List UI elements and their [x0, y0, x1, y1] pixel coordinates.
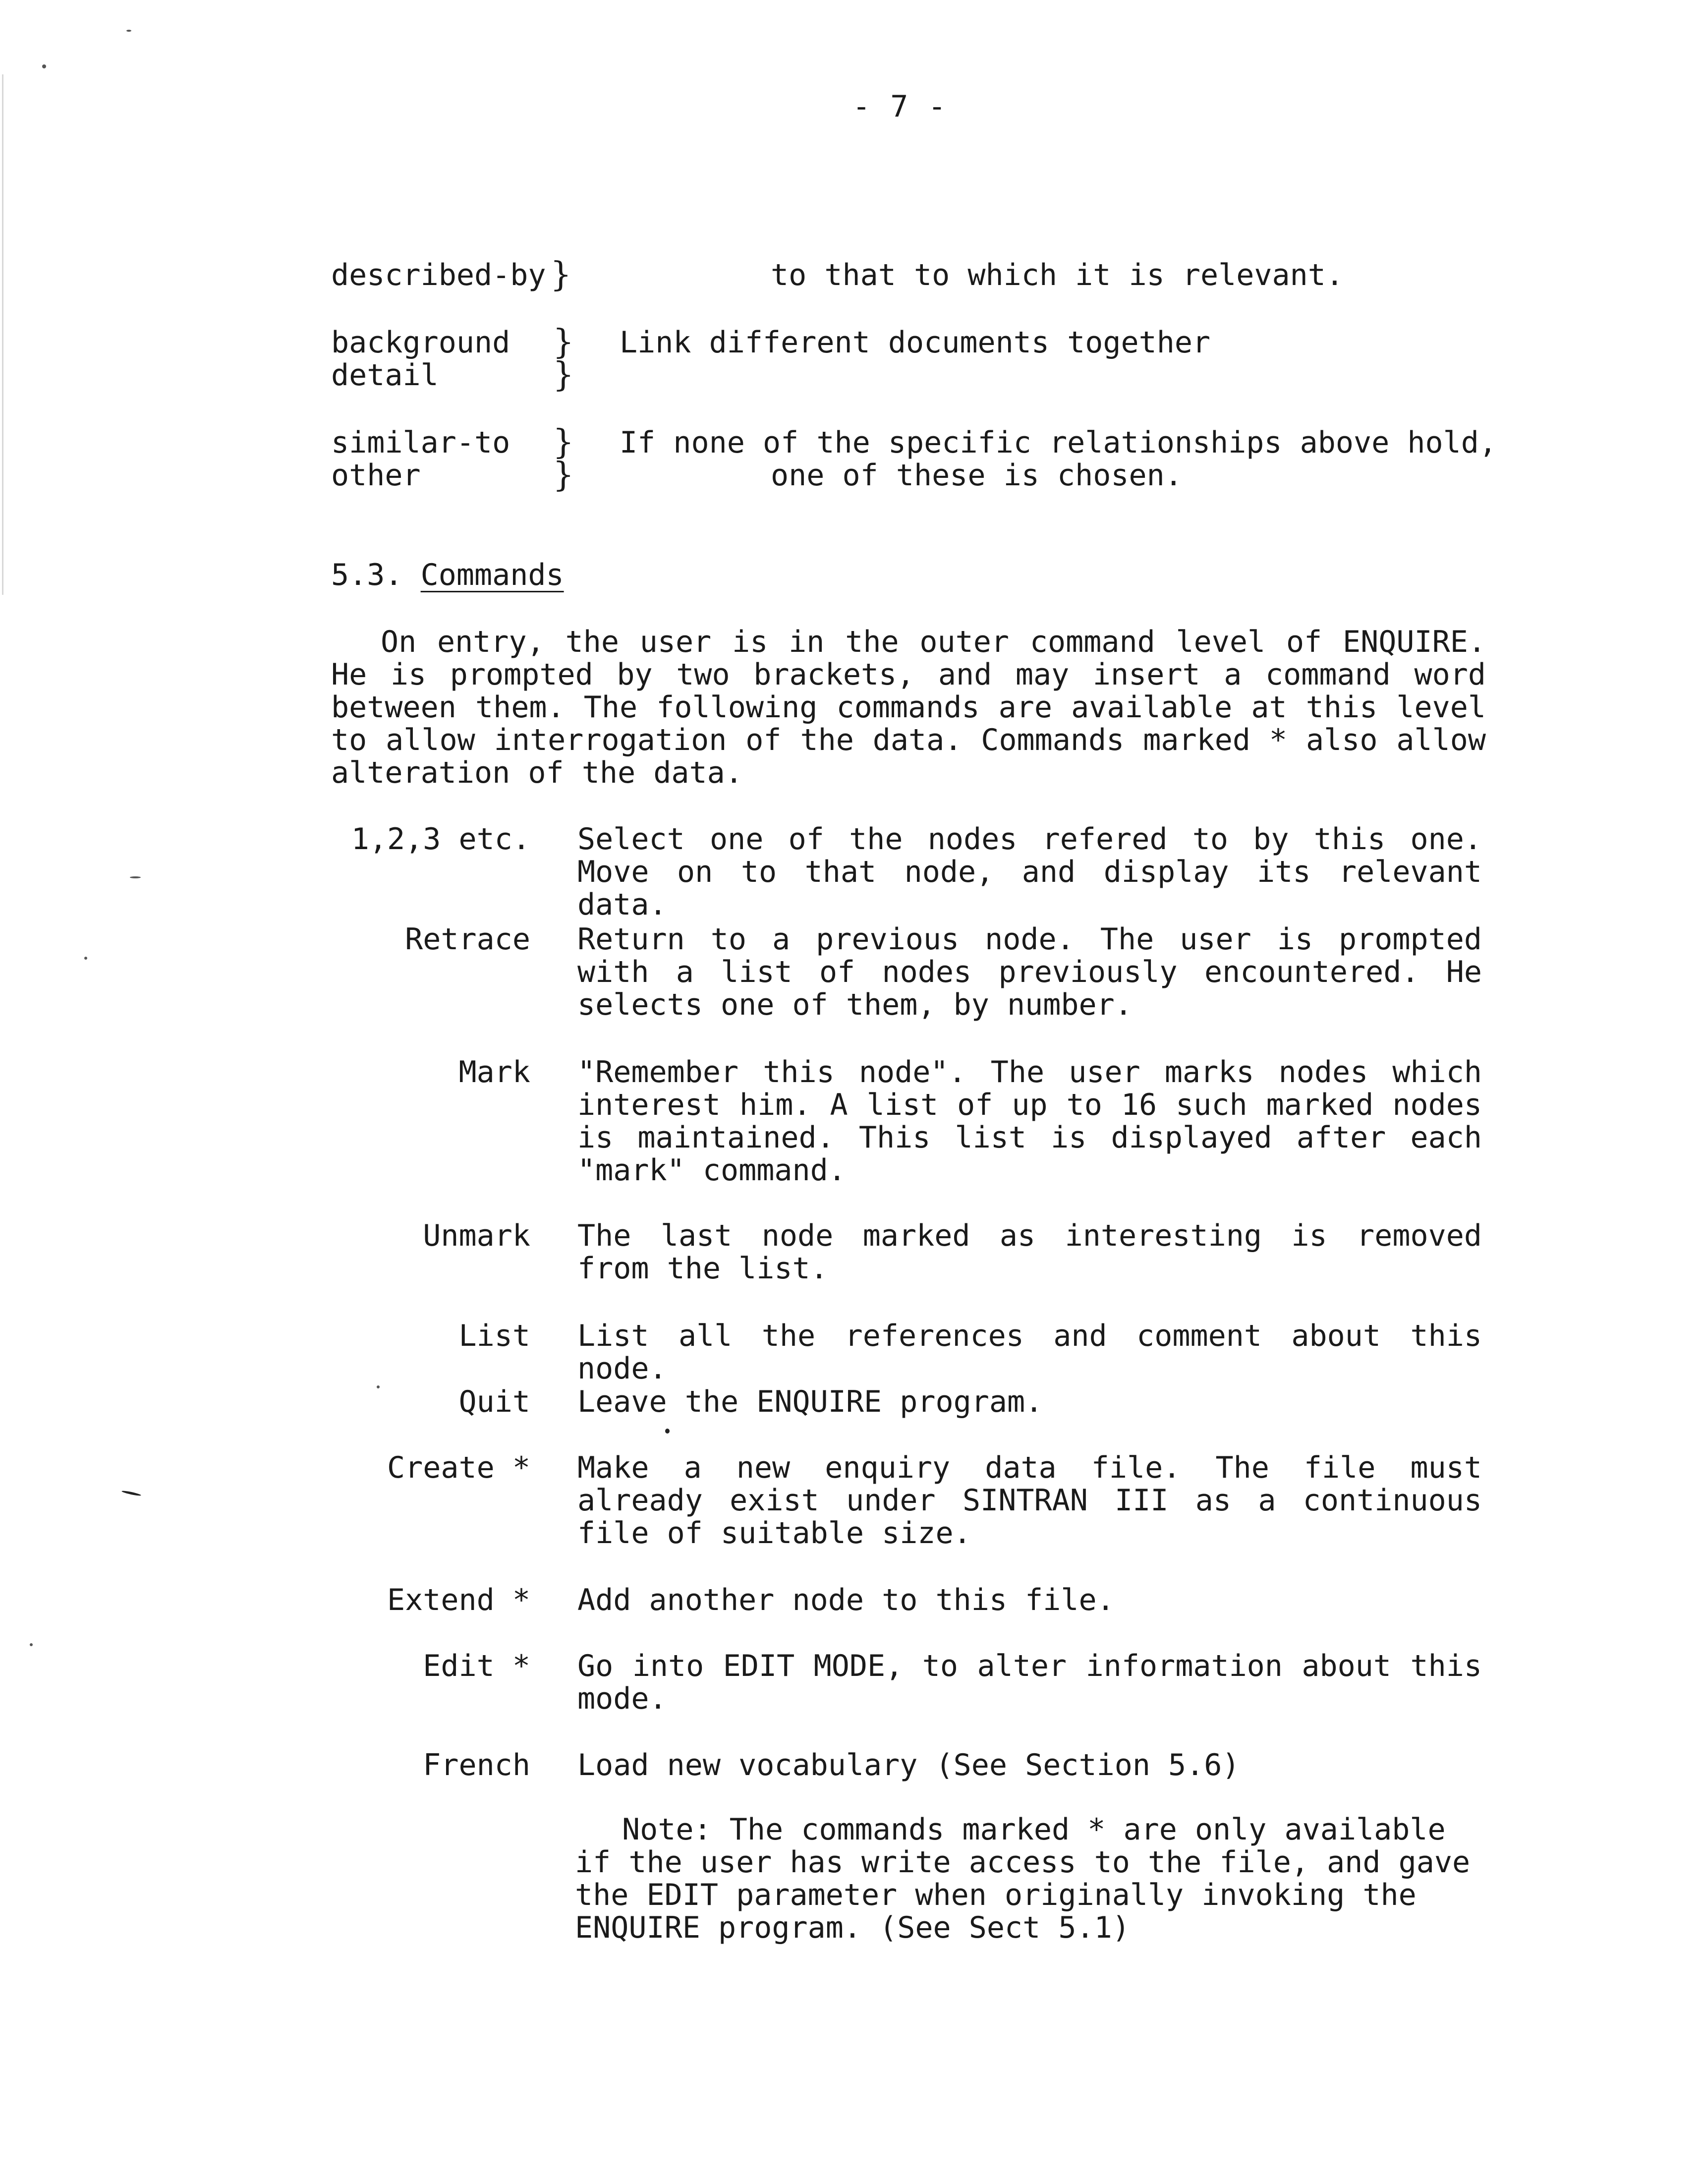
relationship-description: one of these is chosen. [771, 458, 1183, 493]
command-description: List all the references and comment about this node. [577, 1319, 1482, 1386]
command-name: 1,2,3 etc. [351, 822, 530, 857]
command-description: Load new vocabulary (See Section 5.6) [577, 1748, 1240, 1782]
command-name: Edit * [423, 1649, 530, 1683]
command-description: The last node marked as interesting is removed from the list. [577, 1218, 1482, 1286]
section-heading [331, 558, 564, 592]
command-name: List [458, 1319, 530, 1353]
scan-speck [377, 1385, 380, 1388]
brace-symbol: } [553, 323, 574, 362]
scan-speck [42, 64, 46, 68]
brace-symbol: } [553, 355, 574, 395]
section-number: 5.3. [331, 558, 403, 592]
scan-speck [665, 1429, 670, 1434]
command-description: Add another node to this file. [577, 1583, 1115, 1617]
scan-speck [126, 30, 131, 32]
scan-speck [130, 876, 141, 878]
command-description: Leave the ENQUIRE program. [577, 1384, 1043, 1419]
relationship-term: background [331, 325, 510, 360]
relationship-description: to that to which it is relevant. [771, 258, 1344, 292]
scan-speck [121, 1490, 141, 1496]
command-name: Extend * [387, 1583, 530, 1617]
relationship-description: Link different documents together [620, 325, 1211, 360]
intro-paragraph: On entry, the user is in the outer command level of ENQUIRE. He is prompted by two brackets, and may insert a command word between them. The following commands are available at this level to allow interrogation of the data. Commands marked * also allow alteration of the data. [331, 625, 1486, 790]
brace-symbol: } [553, 423, 574, 462]
brace-symbol: } [553, 456, 574, 495]
note-paragraph: Note: The commands marked * are only available if the user has write access to the file, and gave the EDIT parameter when originally invoking the ENQUIRE program. (See Sect 5.1) [575, 1812, 1471, 1945]
command-name: Mark [458, 1055, 530, 1090]
command-name: Retrace [405, 922, 530, 957]
relationship-term: described-by [331, 258, 546, 292]
binding-edge [2, 74, 3, 595]
section-title: Commands [420, 558, 564, 592]
command-name: French [423, 1748, 530, 1782]
command-description: Make a new enquiry data file. The file must already exist under SINTRAN III as a continuous file of suitable size. [577, 1450, 1482, 1551]
relationship-term: detail [331, 358, 439, 393]
relationship-term: other [331, 458, 421, 493]
command-description: Return to a previous node. The user is prompted with a list of nodes previously encountered. He selects one of them, by number. [577, 922, 1482, 1022]
command-description: "Remember this node". The user marks nodes which interest him. A list of up to 16 such marked nodes is maintained. This list is displayed after each "mark" command. [577, 1055, 1482, 1188]
command-name: Create * [387, 1450, 530, 1485]
command-description: Go into EDIT MODE, to alter information about this mode. [577, 1649, 1482, 1716]
command-name: Quit [458, 1384, 530, 1419]
scan-speck [84, 957, 87, 960]
command-name: Unmark [423, 1218, 530, 1253]
relationship-term: similar-to [331, 425, 510, 460]
relationship-description: If none of the specific relationships above hold, [620, 425, 1497, 460]
scan-speck [30, 1643, 33, 1646]
command-description: Select one of the nodes refered to by this one. Move on to that node, and display its relevant data. [577, 822, 1482, 922]
page-number: - 7 - [852, 89, 947, 124]
brace-symbol: } [550, 255, 572, 294]
